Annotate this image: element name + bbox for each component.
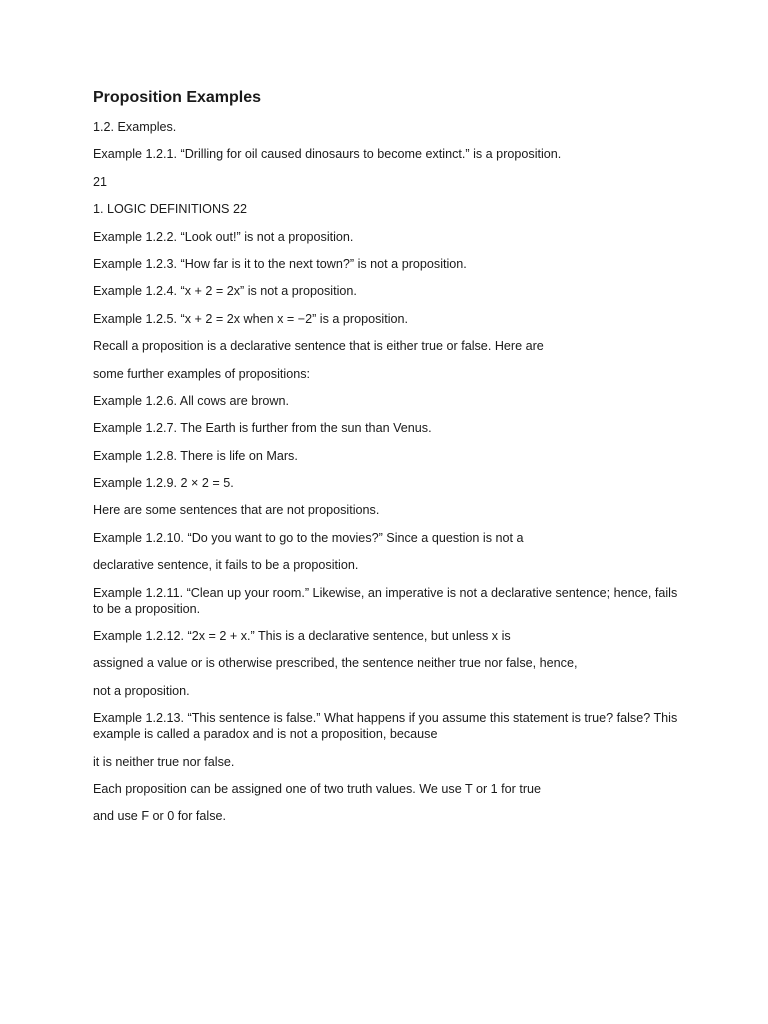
- example-paragraph: Example 1.2.13. “This sentence is false.” What happens if you assume this statement is true? false? This example is called a paradox and is not a proposition, because: [93, 711, 678, 742]
- example-paragraph: Example 1.2.7. The Earth is further from the sun than Venus.: [93, 421, 432, 436]
- example-paragraph: Example 1.2.12. “2x = 2 + x.” This is a declarative sentence, but unless x is: [93, 629, 511, 644]
- body-paragraph: some further examples of propositions:: [93, 366, 310, 381]
- body-paragraph: assigned a value or is otherwise prescribed, the sentence neither true nor false, hence,: [93, 656, 578, 671]
- document-page: [93, 87, 683, 836]
- example-paragraph: Example 1.2.9. 2 × 2 = 5.: [93, 476, 234, 491]
- example-paragraph: Example 1.2.5. “x + 2 = 2x when x = −2” is a proposition.: [93, 311, 409, 326]
- example-paragraph: Example 1.2.2. “Look out!” is not a proposition.: [93, 229, 354, 244]
- example-paragraph: Example 1.2.8. There is life on Mars.: [93, 448, 298, 463]
- body-paragraph: Each proposition can be assigned one of two truth values. We use T or 1 for true: [93, 781, 542, 796]
- body-paragraph: Here are some sentences that are not propositions.: [93, 503, 380, 518]
- body-paragraph: declarative sentence, it fails to be a proposition.: [93, 558, 359, 573]
- page-number: 21: [93, 174, 108, 189]
- example-paragraph: Example 1.2.4. “x + 2 = 2x” is not a proposition.: [93, 284, 357, 299]
- example-paragraph: Example 1.2.10. “Do you want to go to the movies?” Since a question is not a: [93, 530, 524, 545]
- body-paragraph: not a proposition.: [93, 683, 190, 698]
- section-heading: 1.2. Examples.: [93, 120, 177, 134]
- example-paragraph: Example 1.2.1. “Drilling for oil caused dinosaurs to become extinct.” is a proposition.: [93, 147, 562, 162]
- example-paragraph: Example 1.2.6. All cows are brown.: [93, 393, 289, 408]
- body-paragraph: it is neither true nor false.: [93, 754, 235, 769]
- body-paragraph: and use F or 0 for false.: [93, 809, 227, 824]
- example-paragraph: Example 1.2.11. “Clean up your room.” Likewise, an imperative is not a declarative sentence; hence, fails to be a proposition.: [93, 585, 678, 616]
- running-header: 1. LOGIC DEFINITIONS 22: [93, 202, 247, 217]
- body-paragraph: Recall a proposition is a declarative sentence that is either true or false. Here are: [93, 339, 544, 354]
- document-title: Proposition Examples: [93, 89, 262, 106]
- example-paragraph: Example 1.2.3. “How far is it to the next town?” is not a proposition.: [93, 256, 467, 271]
